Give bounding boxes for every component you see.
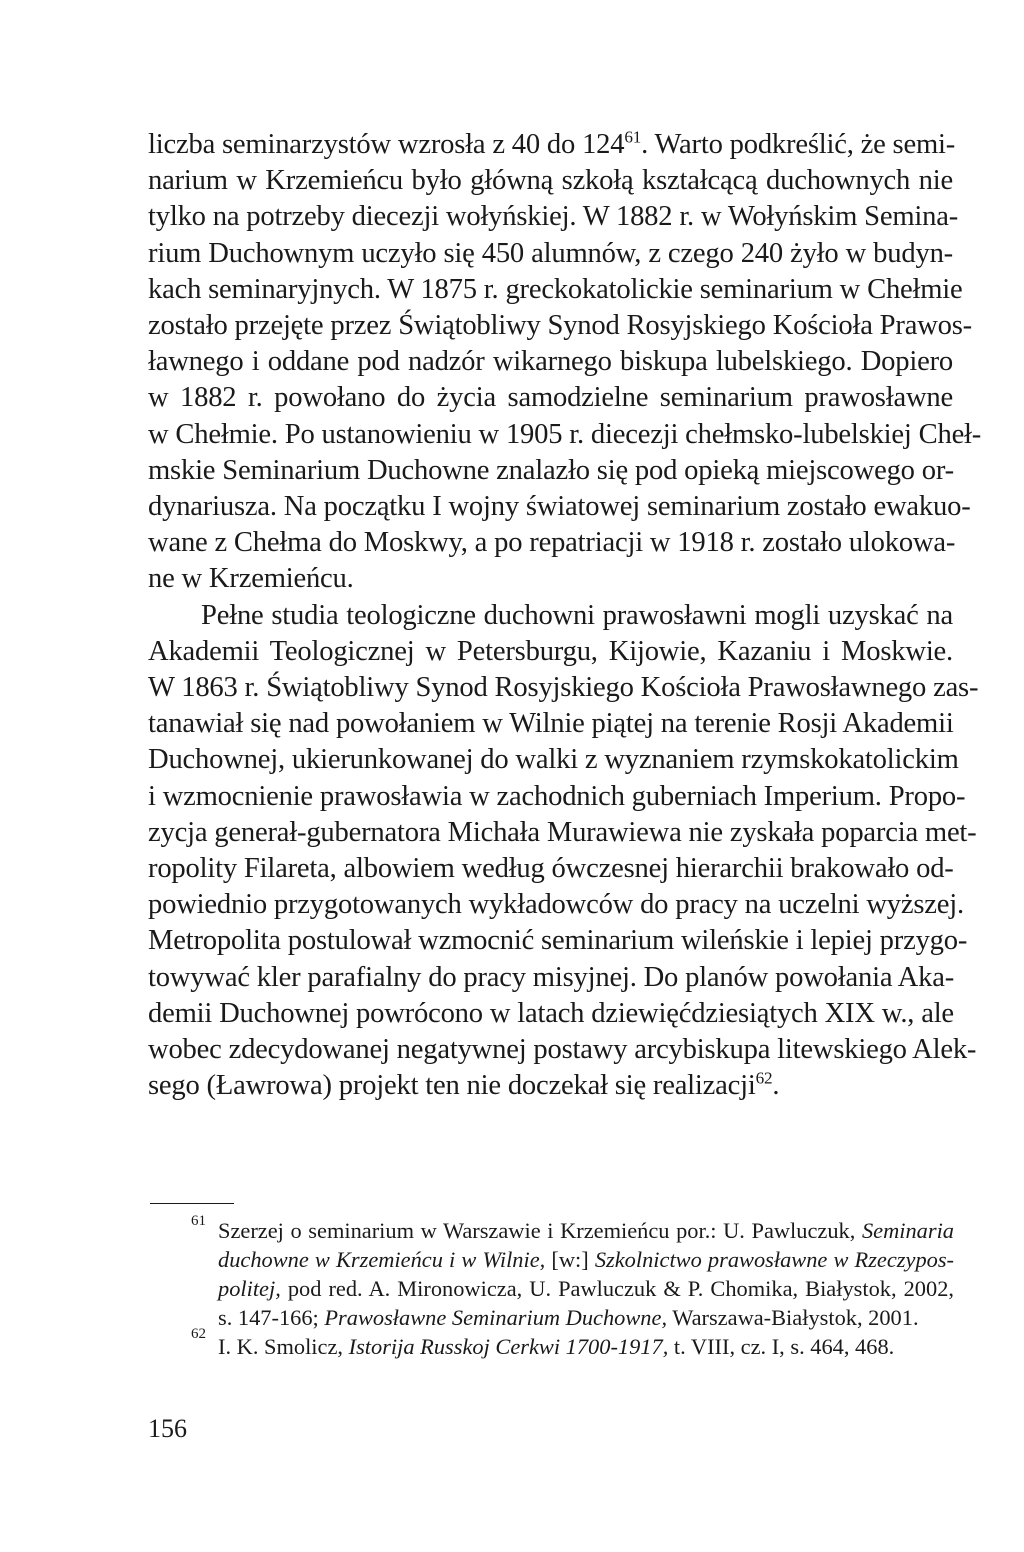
text-line: mskie Seminarium Duchowne znalazło się pod opieką miejscowego or- xyxy=(148,454,954,486)
text-line: tanawiał się nad powołaniem w Wilnie piątej na terenie Rosji Akademii xyxy=(148,708,954,740)
text-line: towywać kler parafialny do pracy misyjnej. Do planów powołania Aka- xyxy=(148,961,955,993)
text-line: dynariusza. Na początku I wojny światowej seminarium zostało ewakuo- xyxy=(148,491,971,523)
text-line: narium w Krzemieńcu było główną szkołą kształcącą duchownych nie xyxy=(148,165,953,197)
text-line: ne w Krzemieńcu. xyxy=(148,563,354,595)
footnote-ref: 61 xyxy=(624,127,642,147)
text-line: Akademii Teologicznej w Petersburgu, Kijowie, Kazaniu i Moskwie. xyxy=(148,635,953,667)
text-line: kach seminaryjnych. W 1875 r. greckokatolickie seminarium w Chełmie xyxy=(148,273,963,305)
footnote-line: I. K. Smolicz, Istorija Russkoj Cerkwi 1700-1917, t. VIII, cz. I, s. 464, 468. xyxy=(218,1334,895,1359)
text-line: rium Duchownym uczyło się 450 alumnów, z czego 240 żyło w budyn- xyxy=(148,237,953,269)
text-line: w Chełmie. Po ustanowieniu w 1905 r. diecezji chełmsko-lubelskiej Cheł- xyxy=(148,418,982,450)
text-line: sego (Ławrowa) projekt ten nie doczekał się realizacji$^{62}$. xyxy=(148,1068,780,1102)
footnotes xyxy=(218,1216,954,1361)
footnote-ref: 62 xyxy=(755,1068,773,1088)
text-line: Metropolita postulował wzmocnić seminarium wileńskie i lepiej przygo- xyxy=(148,925,968,957)
footnote-line: duchowne w Krzemieńcu i w Wilnie, [w:] Szkolnictwo prawosławne w Rzeczypos- xyxy=(218,1247,955,1272)
text-line: Pełne studia teologiczne duchowni prawosławni mogli uzyskać na xyxy=(201,599,953,631)
footnote-divider xyxy=(150,1203,234,1204)
text-line: zostało przejęte przez Świątobliwy Synod Rosyjskiego Kościoła Prawos- xyxy=(148,310,972,342)
footnote-number: 61 xyxy=(191,1213,206,1229)
page-number: 156 xyxy=(148,1414,187,1443)
text-line: zycja generał-gubernatora Michała Murawiewa nie zyskała poparcia met- xyxy=(148,816,977,848)
main-text xyxy=(148,127,982,1104)
text-line: wobec zdecydowanej negatywnej postawy arcybiskupa litewskiego Alek- xyxy=(148,1034,977,1066)
footnote-line: politej, pod red. A. Mironowicza, U. Pawluczuk & P. Chomika, Białystok, 2002, xyxy=(218,1276,954,1301)
footnote-line: s. 147-166; Prawosławne Seminarium Duchowne, Warszawa-Białystok, 2001. xyxy=(218,1305,919,1330)
text-line: wane z Chełma do Moskwy, a po repatriacji w 1918 r. zostało ulokowa- xyxy=(148,527,956,559)
text-line: W 1863 r. Świątobliwy Synod Rosyjskiego Kościoła Prawosławnego zas- xyxy=(148,672,979,704)
text-line: liczba seminarzystów wzrosła z 40 do $124^{61}$. Warto podkreślić, że semi- xyxy=(148,127,956,160)
text-line: i wzmocnienie prawosławia w zachodnich guberniach Imperium. Propo- xyxy=(148,780,966,812)
text-line: demii Duchownej powrócono w latach dziewięćdziesiątych XIX w., ale xyxy=(148,997,954,1029)
text-line: Duchownej, ukierunkowanej do walki z wyznaniem rzymskokatolickim xyxy=(148,744,959,776)
text-line: ławnego i oddane pod nadzór wikarnego biskupa lubelskiego. Dopiero xyxy=(148,346,953,378)
text-line: tylko na potrzeby diecezji wołyńskiej. W 1882 r. w Wołyńskim Semina- xyxy=(148,201,959,233)
footnote-number: 62 xyxy=(191,1326,206,1342)
text-line: ropolity Filareta, albowiem według ówczesnej hierarchii brakowało od- xyxy=(148,853,954,885)
text-line: powiednio przygotowanych wykładowców do pracy na uczelni wyższej. xyxy=(148,889,964,921)
footnote-line: Szerzej o seminarium w Warszawie i Krzemieńcu por.: U. Pawluczuk, Seminaria xyxy=(218,1218,954,1243)
text-line: w 1882 r. powołano do życia samodzielne seminarium prawosławne xyxy=(148,382,953,414)
